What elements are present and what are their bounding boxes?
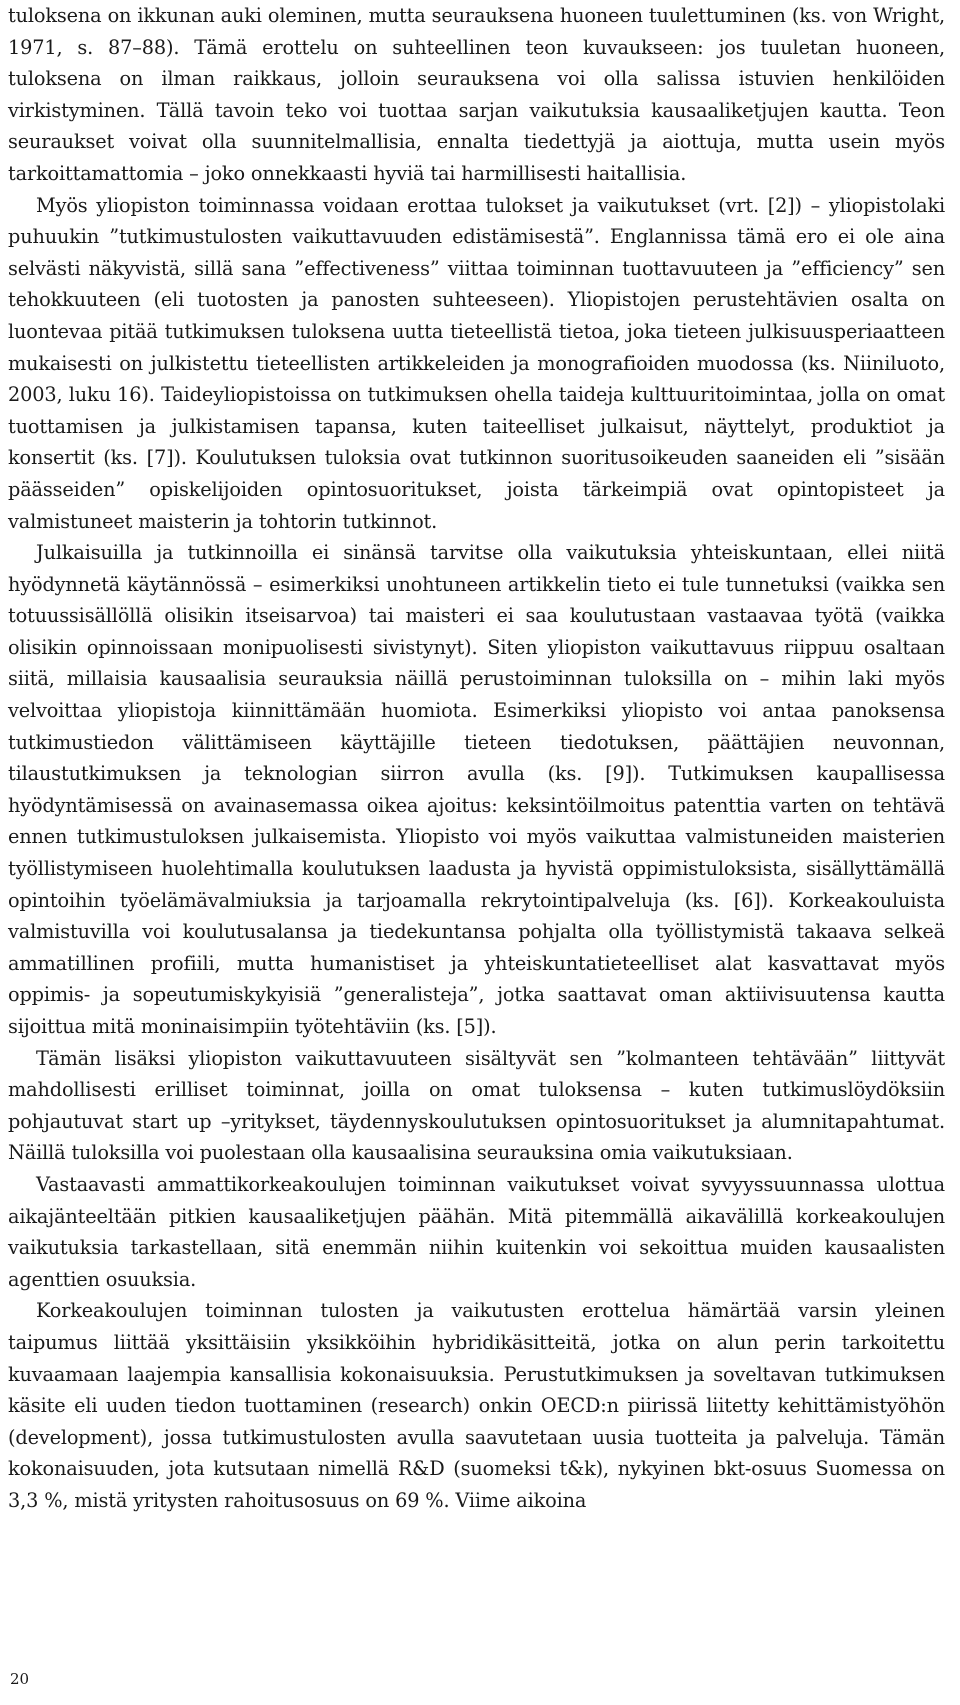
body-paragraph-3: Julkaisuilla ja tutkinnoilla ei sinänsä tarvitse olla vaikutuksia yhteiskuntaan, ellei niitä hyödynnetä käytännössä – esimerkiksi unohtuneen artikkelin tieto ei tule tunnetuksi (vaikka sen totuussisällöllä olisikin itseisarvoa) tai maisteri ei saa koulutustaan vastaavaa työtä (vaikka olisikin opinnoissaan monipuolisesti sivistynyt). Siten yliopiston vaikuttavuus riippuu osaltaan siitä, millaisia kausaalisia seurauksia näillä perustoiminnan tuloksilla on – mihin laki myös velvoittaa yliopistoja kiinnittämään huomiota. Esimerkiksi yliopisto voi antaa panoksensa tutkimustiedon välittämiseen käyttäjille tieteen tiedotuksen, päättäjien neuvonnan, tilaustutkimuksen ja teknologian siirron avulla (ks. [9]). Tutkimuksen kaupallisessa hyödyntämisessä on avainasemassa oikea ajoitus: keksintöilmoitus patenttia varten on tehtävä ennen tutkimustuloksen julkaisemista. Yliopisto voi myös vaikuttaa valmistuneiden maisterien työllistymiseen huolehtimalla koulutuksen laadusta ja hyvistä oppimistuloksista, sisällyttämällä opintoihin työelämävalmiuksia ja tarjoamalla rekrytointipalveluja (ks. [6]). Korkeakouluista valmistuvilla voi koulutusalansa ja tiedekuntansa pohjalta olla työllistymistä takaava selkeä ammatillinen profiili, mutta humanistiset ja yhteiskuntatieteelliset alat kasvattavat myös oppimis- ja sopeutumiskykyisiä ”generalisteja”, jotka saattavat oman aktiivisuutensa kautta sijoittua mitä moninaisimpiin työtehtäviin (ks. [5]). — [8, 541, 945, 1038]
body-paragraph-6: Korkeakoulujen toiminnan tulosten ja vaikutusten erottelua hämärtää varsin yleinen taipumus liittää yksittäisiin yksikköihin hybridikäsitteitä, jotka on alun perin tarkoitettu kuvaamaan laajempia kansallisia kokonaisuuksia. Perustutkimuksen ja soveltavan tutkimuksen käsite eli uuden tiedon tuottaminen (research) onkin OECD:n piirissä liitetty kehittämistyöhön (development), jossa tutkimustulosten avulla saavutetaan uusia tuotteita ja palveluja. Tämän kokonaisuuden, jota kutsutaan nimellä R&D (suomeksi t&k), nykyinen bkt-osuus Suomessa on 3,3 %, mistä yritysten rahoitusosuus on 69 %. Viime aikoina — [8, 1299, 945, 1512]
page-number: 20 — [10, 1670, 30, 1688]
body-paragraph-2: Myös yliopiston toiminnassa voidaan erottaa tulokset ja vaikutukset (vrt. [2]) – yliopistolaki puhuukin ”tutkimustulosten vaikuttavuuden edistämisestä”. Englannissa tämä ero ei ole aina selvästi näkyvistä, sillä sana ”effectiveness” viittaa toiminnan tuottavuuteen ja ”efficiency” sen tehokkuuteen (eli tuotosten ja panosten suhteeseen). Yliopistojen perustehtävien osalta on luontevaa pitää tutkimuksen tuloksena uutta tieteellistä tietoa, joka tieteen julkisuusperiaatteen mukaisesti on julkistettu tieteellisten artikkeleiden ja monografioiden muodossa (ks. Niiniluoto, 2003, luku 16). Taideyliopistoissa on tutkimuksen ohella taideja kulttuuritoimintaa, jolla on omat tuottamisen ja julkistamisen tapansa, kuten taiteelliset julkaisut, näyttelyt, produktiot ja konsertit (ks. [7]). Koulutuksen tuloksia ovat tutkinnon suoritusoikeuden saaneiden eli ”sisään päässeiden” opiskelijoiden opintosuoritukset, joista tärkeimpiä ovat opintopisteet ja valmistuneet maisterin ja tohtorin tutkinnot. — [8, 193, 945, 533]
body-paragraph-1: tuloksena on ikkunan auki oleminen, mutta seurauksena huoneen tuulettuminen (ks. von Wright, 1971, s. 87–88). Tämä erottelu on suhteellinen teon kuvaukseen: jos tuuletan huoneen, tuloksena on ilman raikkaus, jolloin seurauksena voi olla salissa istuvien henkilöiden virkistyminen. Tällä tavoin teko voi tuottaa sarjan vaikutuksia kausaaliketjujen kautta. Teon seuraukset voivat olla suunnitelmallisia, ennalta tiedettyjä ja aiottuja, mutta usein myös tarkoittamattomia – joko onnekkaasti hyviä tai harmillisesti haitallisia. — [8, 4, 945, 185]
body-paragraph-4: Tämän lisäksi yliopiston vaikuttavuuteen sisältyvät sen ”kolmanteen tehtävään” liittyvät mahdollisesti erilliset toiminnat, joilla on omat tuloksensa – kuten tutkimuslöydöksiin pohjautuvat start up –yritykset, täydennyskoulutuksen opintosuoritukset ja alumnitapahtumat. Näillä tuloksilla voi puolestaan olla kausaalisina seurauksina omia vaikutuksiaan. — [8, 1046, 945, 1165]
document-page — [8, 0, 945, 1517]
body-paragraph-5: Vastaavasti ammattikorkeakoulujen toiminnan vaikutukset voivat syvyyssuunnassa ulottua aikajänteeltään pitkien kausaaliketjujen päähän. Mitä pitemmällä aikavälillä korkeakoulujen vaikutuksia tarkastellaan, sitä enemmän niihin kuitenkin voi sekoittua muiden kausaalisten agenttien osuuksia. — [8, 1172, 945, 1291]
